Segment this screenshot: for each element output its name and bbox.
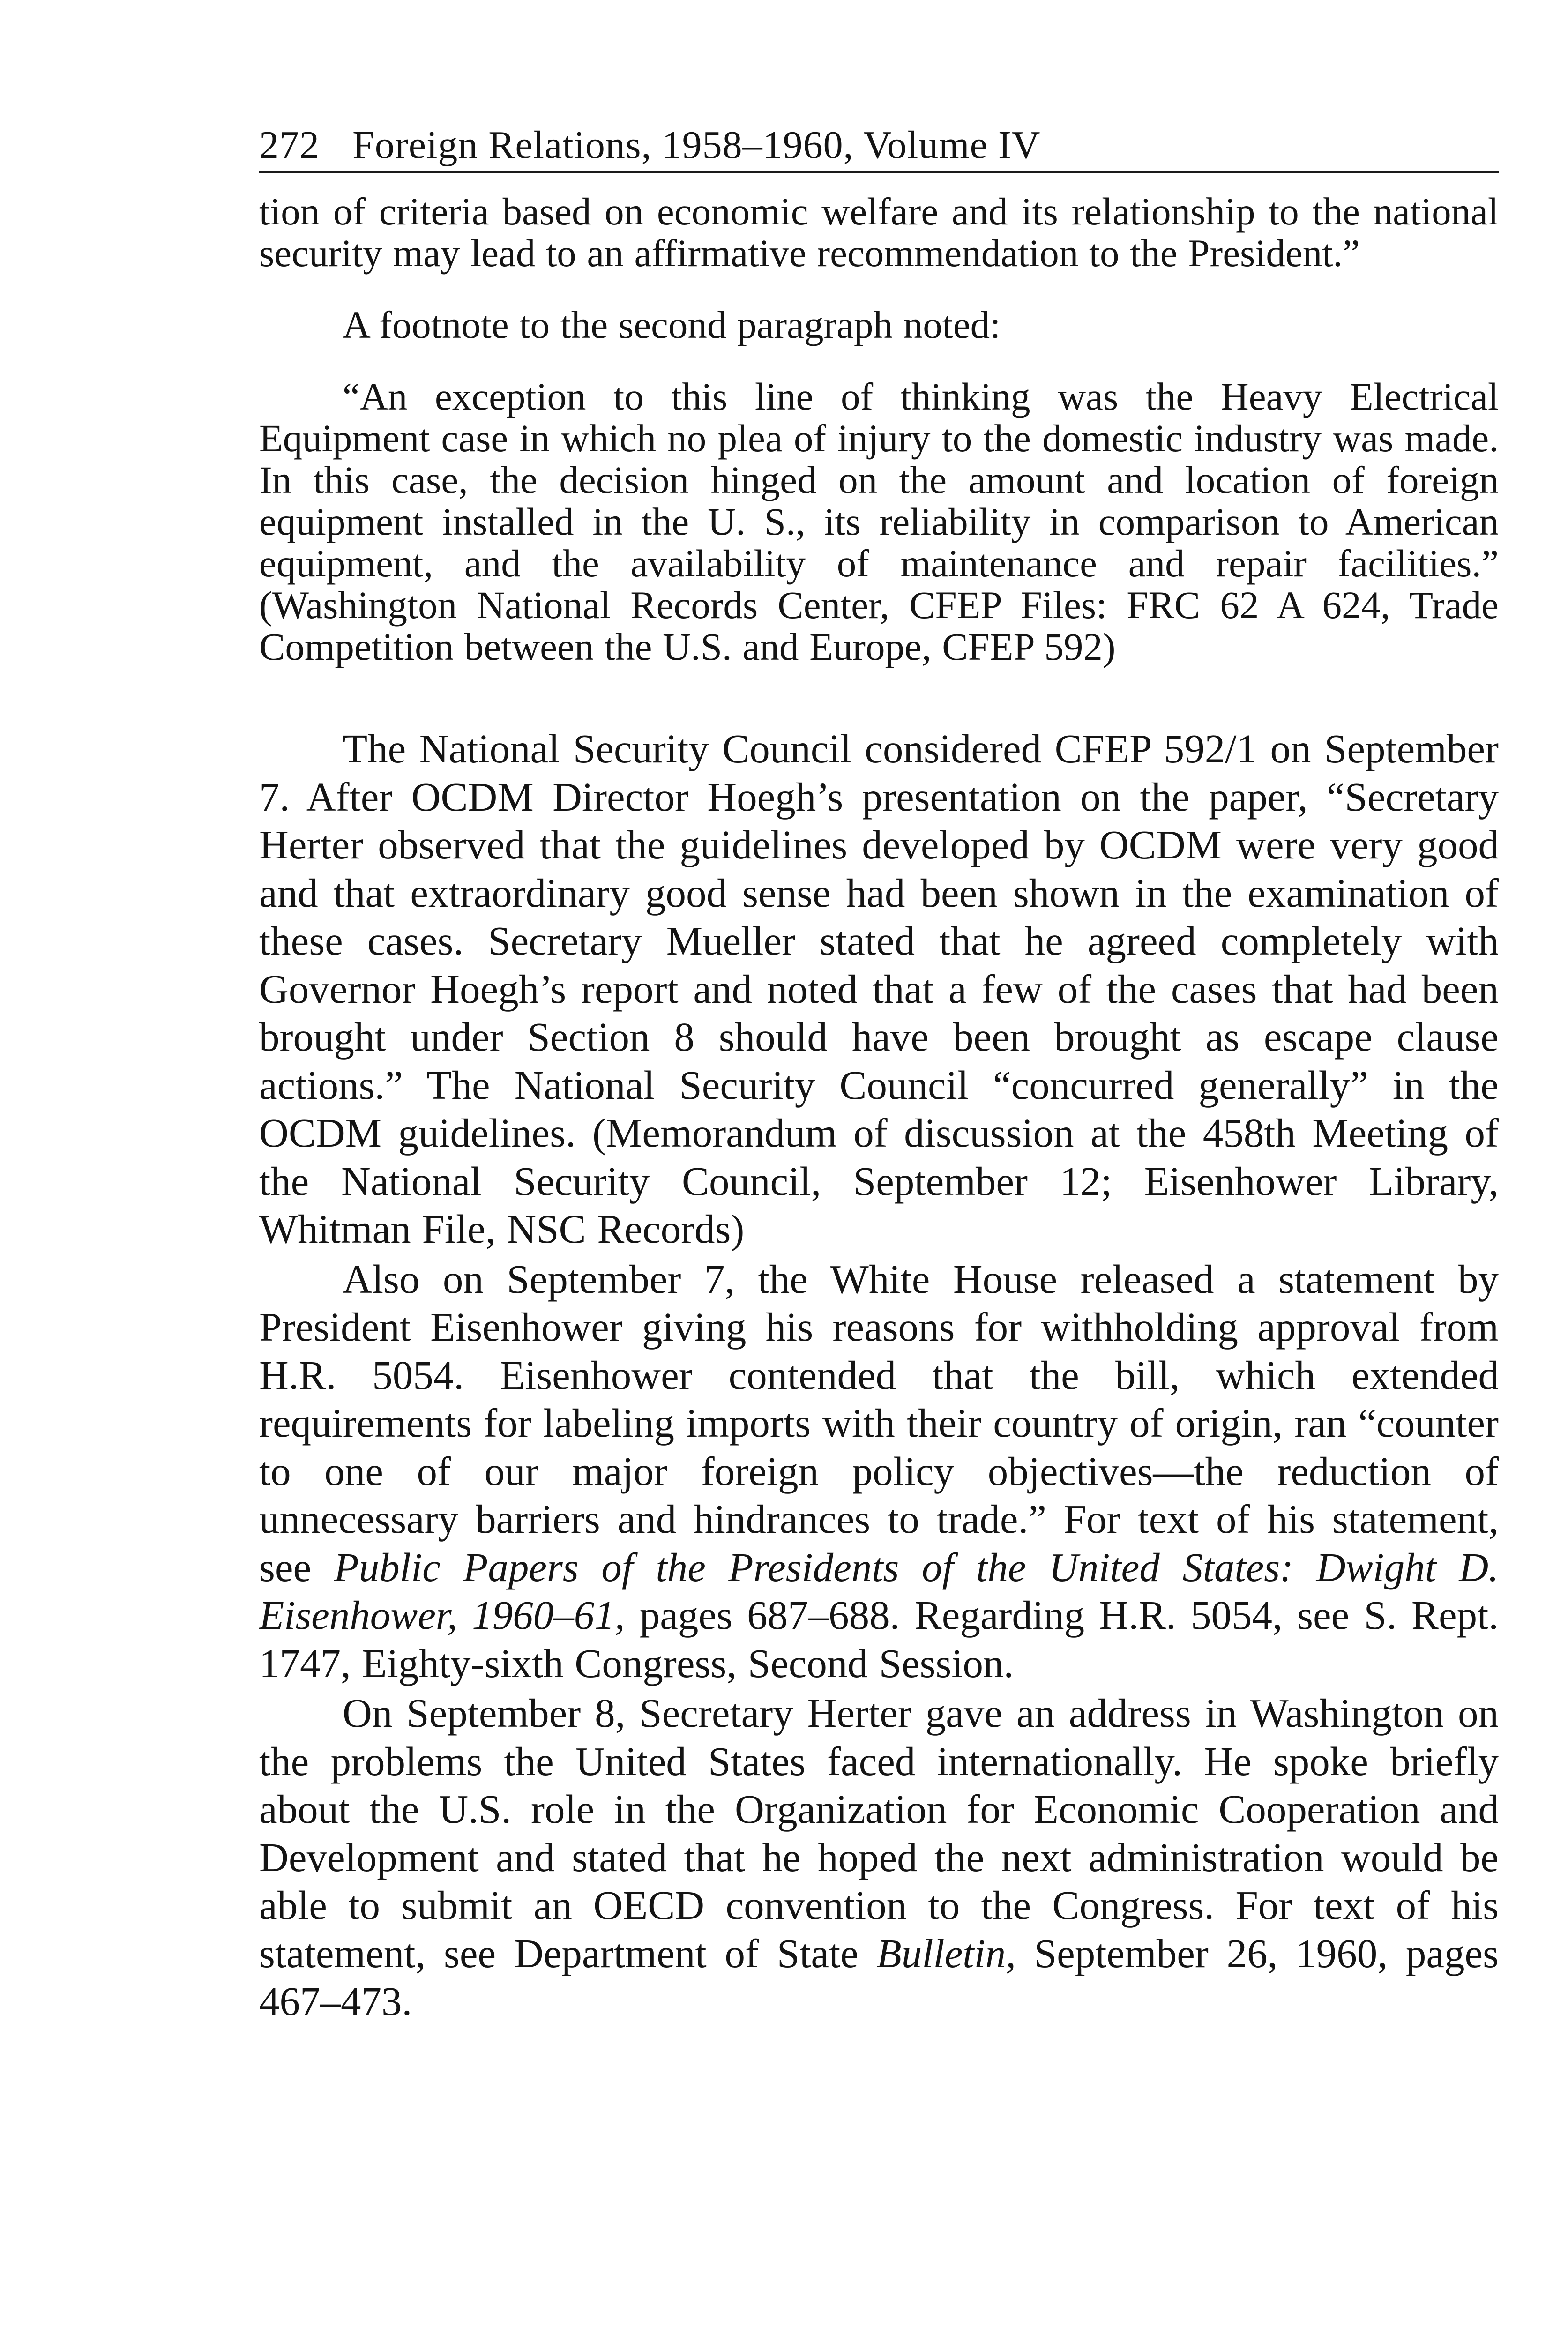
- paragraph-nsc-cfep: The National Security Council considered CFEP 592/1 on September 7. After OCDM Director Hoegh’s presentation on the paper, “Secretary Herter observed that the guidelines developed by OCDM were very good and that extraordinary good sense had been shown in the examination of these cases. Secretary Mueller stated that he agreed completely with Governor Hoegh’s report and noted that a few of the cases that had been brought under Section 8 should have been brought as escape clause actions.” The National Security Council “concurred generally” in the OCDM guidelines. (Memorandum of discussion at the 458th Meeting of the National Security Council, September 12; Eisenhower Library, Whitman File, NSC Records): [259, 726, 1499, 1252]
- running-head: [259, 122, 1499, 173]
- running-head-title: Foreign Relations, 1958–1960, Volume IV: [352, 123, 1041, 167]
- paragraph-text: pages 687–688. Regarding H.R. 5054, see S. Rept. 1747, Eighty-sixth Congress, Second Session.: [259, 1592, 1499, 1686]
- quote-continuation: tion of criteria based on economic welfare and its relationship to the national security may lead to an affirmative recommendation to the President.”: [259, 190, 1499, 275]
- paragraph-text: September 26, 1960, pages 467–473.: [259, 1930, 1499, 2024]
- quoted-footnote-block: [259, 191, 1499, 668]
- paragraph-text: On September 8, Secretary Herter gave an address in Washington on the problems the United States faced internationally. He spoke briefly about the U.S. role in the Organization for Economic Cooperation and Development and stated that he hoped the next administration would be able to submit an OECD convention to the Congress. For text of his statement, see Department of State: [259, 1690, 1499, 1976]
- paragraph-text: Also on September 7, the White House released a statement by President Eisenhower giving his reasons for withholding approval from H.R. 5054. Eisenhower contended that the bill, which extended requirements for labeling imports with their country of origin, ran “counter to one of our major foreign policy objectives—the reduction of unnecessary barriers and hindrances to trade.” For text of his statement, see: [259, 1256, 1499, 1590]
- document-page: [259, 122, 1499, 2026]
- footnote-intro: A footnote to the second paragraph noted:: [343, 303, 1001, 346]
- citation-bulletin: Bulletin,: [876, 1930, 1016, 1976]
- paragraph-herter-address: [259, 1689, 1499, 2026]
- citation-public-papers: Public Papers of the Presidents of the United States: Dwight D. Eisenhower, 1960–61,: [259, 1544, 1499, 1638]
- page-number: 272: [259, 123, 320, 167]
- body-text: [259, 725, 1499, 2026]
- footnote-quote: “An exception to this line of thinking was the Heavy Electrical Equipment case in which no plea of injury to the domestic industry was made. In this case, the decision hinged on the amount and location of foreign equipment installed in the U. S., its reliability in comparison to American equipment, and the availability of maintenance and repair facilities.” (Washington National Records Center, CFEP Files: FRC 62 A 624, Trade Competition between the U.S. and Europe, CFEP 592): [259, 375, 1499, 668]
- paragraph-hr-5054: [259, 1255, 1499, 1688]
